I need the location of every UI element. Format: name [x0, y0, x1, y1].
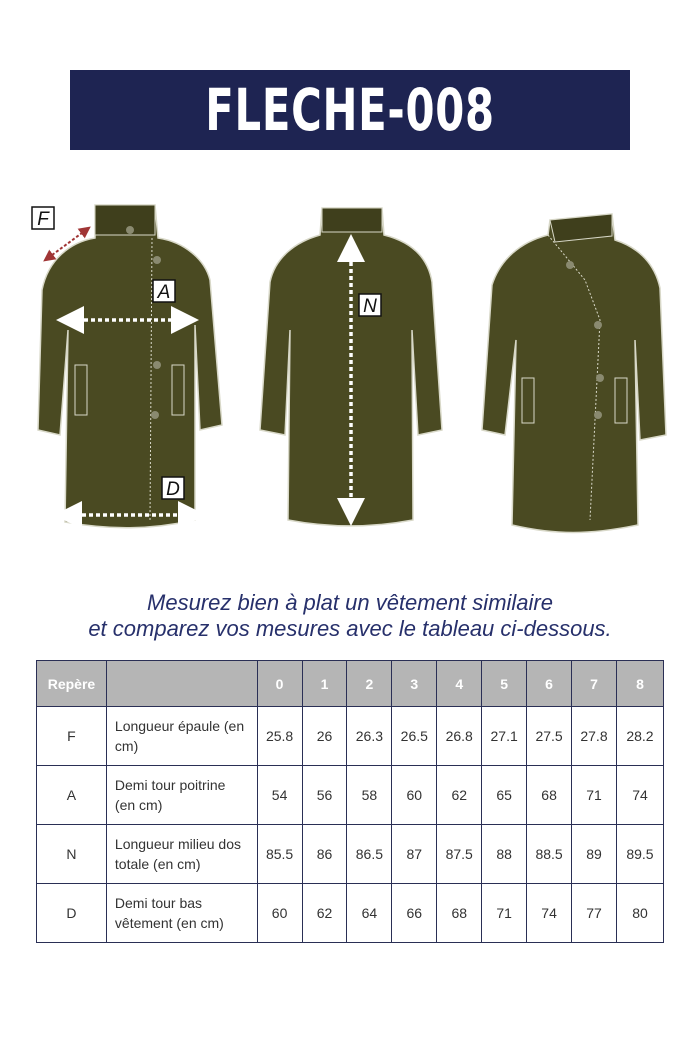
table-cell: 27.5 — [527, 707, 572, 766]
header-size: 4 — [437, 661, 482, 707]
header-size: 1 — [302, 661, 347, 707]
row-mark: F — [37, 707, 107, 766]
table-cell: 89.5 — [616, 825, 663, 884]
table-row — [37, 884, 664, 943]
table-cell: 86.5 — [347, 825, 392, 884]
table-row — [37, 825, 664, 884]
table-cell: 25.8 — [257, 707, 302, 766]
table-cell: 77 — [572, 884, 617, 943]
table-cell: 26.5 — [392, 707, 437, 766]
table-cell: 71 — [572, 766, 617, 825]
table-cell: 74 — [527, 884, 572, 943]
header-size: 2 — [347, 661, 392, 707]
table-cell: 56 — [302, 766, 347, 825]
header-description — [106, 661, 257, 707]
table-cell: 85.5 — [257, 825, 302, 884]
coat-back — [260, 208, 442, 526]
row-mark: N — [37, 825, 107, 884]
product-title: FLECHE-008 — [205, 76, 495, 144]
header-size: 5 — [482, 661, 527, 707]
table-cell: 28.2 — [616, 707, 663, 766]
table-cell: 66 — [392, 884, 437, 943]
table-cell: 26.3 — [347, 707, 392, 766]
table-cell: 88 — [482, 825, 527, 884]
table-row — [37, 707, 664, 766]
table-cell: 54 — [257, 766, 302, 825]
table-cell: 60 — [257, 884, 302, 943]
coat-side — [482, 214, 666, 533]
coat-illustrations — [0, 190, 700, 550]
measurement-instructions — [0, 590, 700, 642]
table-cell: 80 — [616, 884, 663, 943]
table-cell: 88.5 — [527, 825, 572, 884]
svg-text:N: N — [363, 296, 377, 317]
table-cell: 62 — [437, 766, 482, 825]
header-size: 8 — [616, 661, 663, 707]
title-banner — [70, 70, 630, 150]
table-cell: 26.8 — [437, 707, 482, 766]
svg-text:A: A — [157, 282, 171, 303]
table-cell: 87.5 — [437, 825, 482, 884]
row-description: Longueur épaule (en cm) — [106, 707, 257, 766]
table-cell: 62 — [302, 884, 347, 943]
instructions-line-1: Mesurez bien à plat un vêtement similaire — [147, 590, 553, 615]
marker-d — [162, 477, 184, 500]
row-mark: D — [37, 884, 107, 943]
marker-n — [359, 294, 381, 317]
table-cell: 27.8 — [572, 707, 617, 766]
row-description: Longueur milieu dos totale (en cm) — [106, 825, 257, 884]
header-size: 6 — [527, 661, 572, 707]
svg-text:D: D — [166, 479, 180, 500]
table-cell: 86 — [302, 825, 347, 884]
header-size: 3 — [392, 661, 437, 707]
svg-text:F: F — [37, 209, 49, 230]
table-cell: 68 — [527, 766, 572, 825]
size-chart-table — [36, 660, 664, 943]
row-description: Demi tour poitrine (en cm) — [106, 766, 257, 825]
table-row — [37, 766, 664, 825]
marker-f — [32, 207, 54, 230]
header-size: 7 — [572, 661, 617, 707]
table-cell: 71 — [482, 884, 527, 943]
table-header-row — [37, 661, 664, 707]
coat-front — [38, 205, 222, 528]
table-cell: 65 — [482, 766, 527, 825]
instructions-line-2: et comparez vos mesures avec le tableau ci-dessous. — [88, 616, 612, 641]
table-cell: 64 — [347, 884, 392, 943]
marker-a — [153, 280, 175, 303]
table-cell: 74 — [616, 766, 663, 825]
table-cell: 27.1 — [482, 707, 527, 766]
header-size: 0 — [257, 661, 302, 707]
row-mark: A — [37, 766, 107, 825]
header-repere: Repère — [37, 661, 107, 707]
table-cell: 68 — [437, 884, 482, 943]
row-description: Demi tour bas vêtement (en cm) — [106, 884, 257, 943]
table-cell: 26 — [302, 707, 347, 766]
table-cell: 89 — [572, 825, 617, 884]
table-cell: 60 — [392, 766, 437, 825]
table-cell: 58 — [347, 766, 392, 825]
table-cell: 87 — [392, 825, 437, 884]
